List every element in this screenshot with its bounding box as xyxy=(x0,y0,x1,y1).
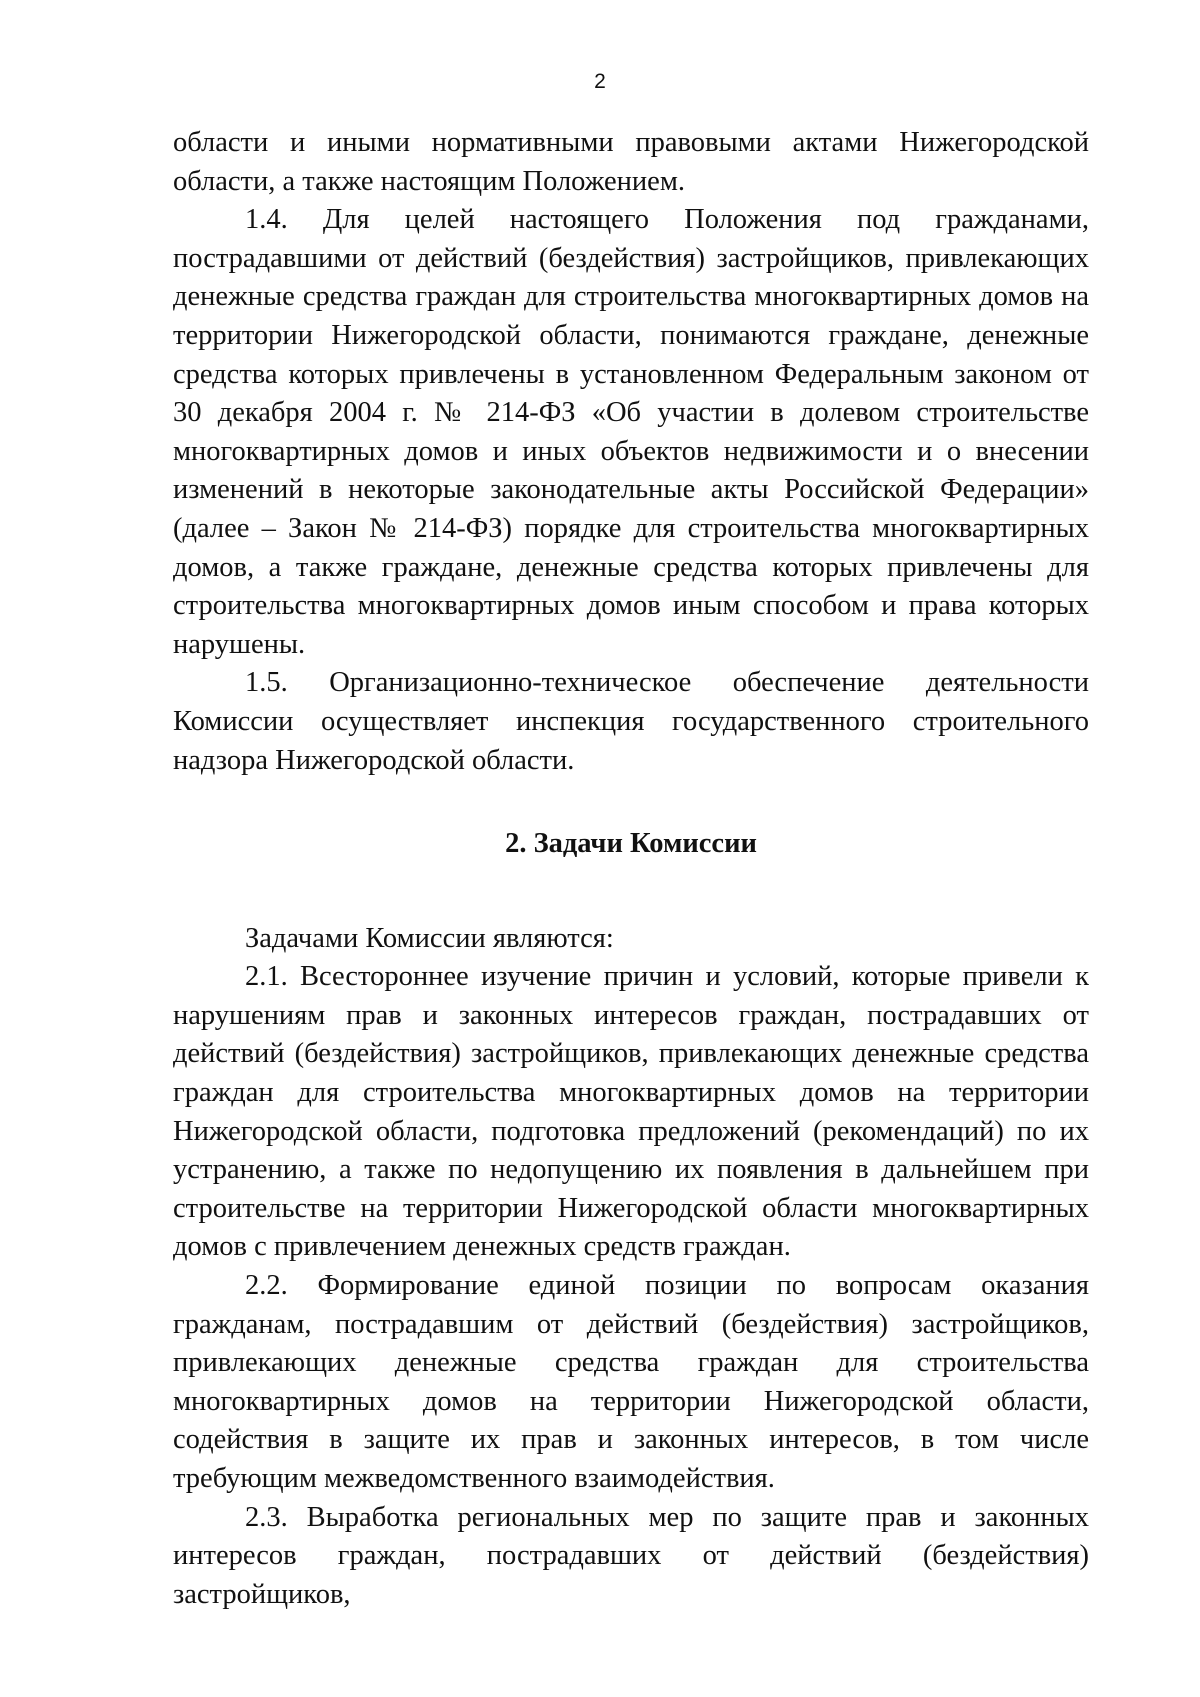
paragraph-2-2: 2.2. Формирование единой позиции по вопросам оказания гражданам, пострадавшим от действий (бездействия) застройщиков, привлекающих денежные средства граждан для строительства многоквартирных домов на территории Нижегородской области, содействия в защите их прав и законных интересов, в том числе требующим межведомственного взаимодействия. xyxy=(173,1270,1089,1494)
page-number: 2 xyxy=(594,70,606,93)
paragraph-2-1: 2.1. Всестороннее изучение причин и условий, которые привели к нарушениям прав и законных интересов граждан, пострадавших от действий (бездействия) застройщиков, привлекающих денежные средства граждан для строительства многоквартирных домов на территории Нижегородской области, подготовка предложений (рекомендаций) по их устранению, а также по недопущению их появления в дальнейшем при строительстве на территории Нижегородской области многоквартирных домов с привлечением денежных средств граждан. xyxy=(173,961,1089,1263)
section-heading: 2. Задачи Комиссии xyxy=(505,828,757,860)
paragraph-1-4: 1.4. Для целей настоящего Положения под гражданами, пострадавшими от действий (бездействия) застройщиков, привлекающих денежные средства граждан для строительства многоквартирных домов на территории Нижегородской области, понимаются граждане, денежные средства которых привлечены в установленном Федеральным законом от 30 декабря 2004 г. № 214-ФЗ «Об участии в долевом строительстве многоквартирных домов и иных объектов недвижимости и о внесении изменений в некоторые законодательные акты Российской Федерации» (далее – Закон № 214-ФЗ) порядке для строительства многоквартирных домов, а также граждане, денежные средства которых привлечены для строительства многоквартирных домов иным способом и права которых нарушены. xyxy=(173,204,1089,660)
document-body xyxy=(173,124,1089,1614)
paragraph-2-3: 2.3. Выработка региональных мер по защите прав и законных интересов граждан, пострадавших от действий (бездействия) застройщиков, xyxy=(173,1501,1089,1610)
paragraph-continuation: области и иными нормативными правовыми актами Нижегородской области, а также настоящим Положением. xyxy=(173,127,1089,197)
paragraph-intro: Задачами Комиссии являются: xyxy=(245,922,614,954)
paragraph-1-5: 1.5. Организационно-техническое обеспечение деятельности Комиссии осуществляет инспекция государственного строительного надзора Нижегородской области. xyxy=(173,667,1089,776)
